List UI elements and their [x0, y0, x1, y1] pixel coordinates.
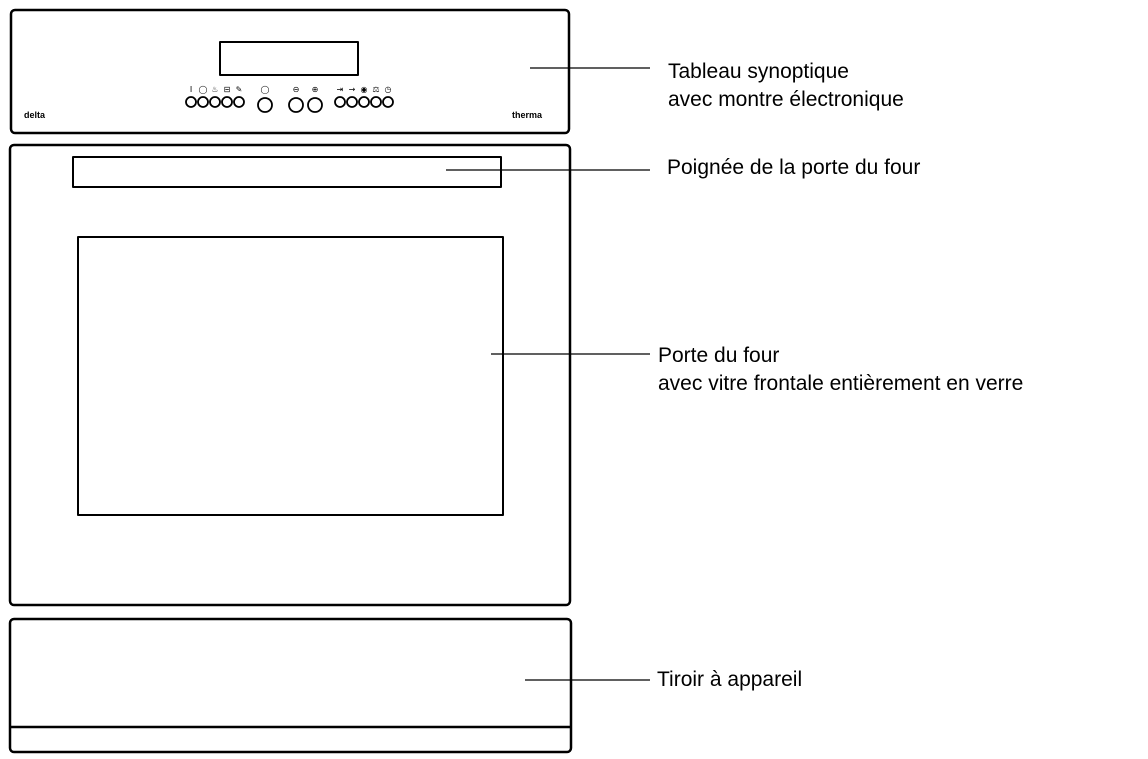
symbol-4: ⊟ [223, 85, 231, 94]
label-door-handle [667, 154, 920, 182]
button-1 [186, 97, 196, 107]
symbol-7: ⊖ [292, 85, 300, 94]
oven-door [10, 145, 570, 605]
button-5 [234, 97, 244, 107]
label-drawer-line1: Tiroir à appareil [657, 668, 803, 691]
brand-left: delta [24, 110, 46, 120]
symbol-8: ⊕ [311, 85, 319, 94]
label-drawer [657, 666, 802, 694]
display-window [220, 42, 358, 75]
symbol-9: ⇥ [336, 85, 344, 94]
panel-symbols [190, 85, 392, 94]
symbol-1: I [189, 85, 193, 94]
button-9 [335, 97, 345, 107]
button-12 [371, 97, 381, 107]
leader-lines [446, 68, 650, 680]
label-door-handle-line1: Poignée de la porte du four [667, 156, 921, 179]
button-4 [222, 97, 232, 107]
symbol-2: ◯ [198, 85, 208, 94]
symbol-5: ✎ [235, 85, 243, 94]
panel-buttons [186, 97, 393, 112]
appliance-drawer [10, 619, 571, 752]
button-13 [383, 97, 393, 107]
symbol-10: → [348, 85, 356, 94]
button-3 [210, 97, 220, 107]
label-oven-door-line2: avec vitre frontale entièrement en verre [658, 372, 1024, 395]
button-11 [359, 97, 369, 107]
button-7 [289, 98, 303, 112]
button-8 [308, 98, 322, 112]
button-10 [347, 97, 357, 107]
control-panel [11, 10, 569, 133]
door-glass [78, 237, 503, 515]
label-control-panel-line2: avec montre électronique [668, 88, 904, 111]
symbol-3: ♨ [211, 85, 219, 94]
label-oven-door-line1: Porte du four [658, 344, 780, 367]
door-handle [73, 157, 501, 187]
button-2 [198, 97, 208, 107]
label-oven-door [658, 342, 1023, 398]
brand-right: therma [512, 110, 543, 120]
symbol-12: ⚖ [372, 85, 380, 94]
symbol-6: ◯ [260, 85, 270, 94]
button-6 [258, 98, 272, 112]
label-control-panel [668, 58, 904, 114]
symbol-13: ◷ [384, 85, 392, 94]
label-control-panel-line1: Tableau synoptique [668, 60, 849, 83]
symbol-11: ◉ [360, 85, 368, 94]
